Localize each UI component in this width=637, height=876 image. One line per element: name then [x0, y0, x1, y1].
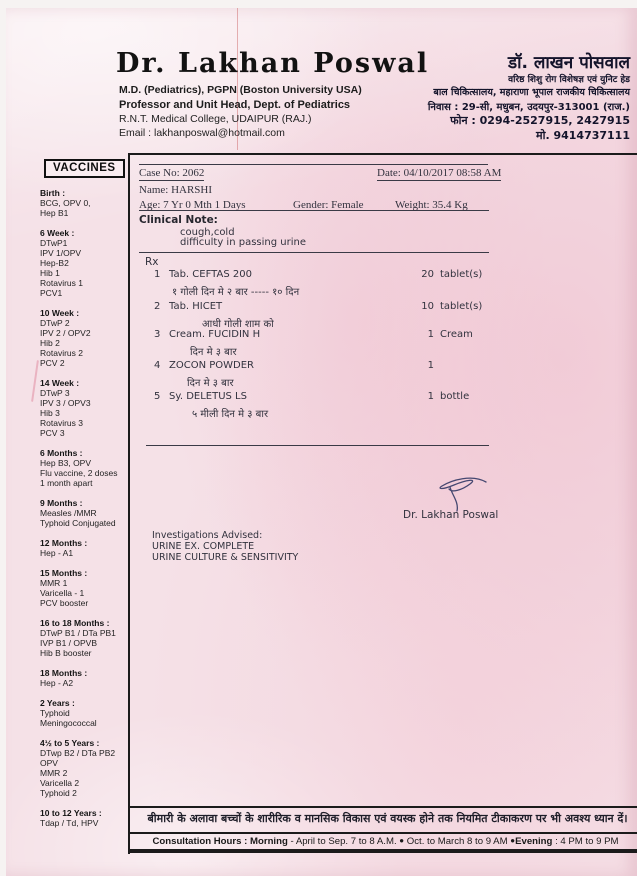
evening-label: Evening	[515, 836, 553, 847]
clinical-note-line: cough,cold	[180, 227, 235, 238]
consultation-hours-label: Consultation Hours :	[152, 836, 250, 847]
rx-item-number: 4	[154, 360, 161, 371]
visit-date: Date: 04/10/2017 08:58 AM	[377, 167, 502, 179]
vaccine-group-18-months: 18 Months : Hep - A2	[40, 668, 88, 688]
doctor-name-english: Dr. Lakhan Poswal	[116, 48, 430, 79]
vaccines-title-box: VACCINES	[44, 159, 125, 178]
rx-item-row	[6, 391, 637, 423]
rx-quantity-unit: tablet(s)	[440, 301, 483, 312]
rx-item-row	[6, 360, 637, 392]
clinical-note-label: Clinical Note:	[139, 214, 218, 226]
patient-name: Name: HARSHI	[139, 184, 213, 196]
rx-item-number: 1	[154, 269, 161, 280]
rx-quantity-unit: tablet(s)	[440, 269, 483, 280]
doctor-email: Email : lakhanposwal@hotmail.com	[119, 127, 285, 139]
footer-bottom-line	[130, 849, 637, 853]
investigation-item: URINE CULTURE & SENSITIVITY	[152, 552, 299, 563]
evening-times: : 4 PM to 9 PM	[552, 836, 619, 847]
vaccine-group-14-week: 14 Week : DTwP 3 IPV 3 / OPV3 Hib 3 Rotavirus 3 PCV 3	[40, 378, 91, 438]
footer-hindi-note: बीमारी के अलावा बच्चों के शारीरिक व मानसिक विकास एवं वयस्क होने तक नियमित टीकाकरण पर भी अवश्य ध्यान दें।	[147, 812, 628, 825]
vaccine-group-10-12-years: 10 to 12 Years : Tdap / Td, HPV	[40, 808, 102, 828]
residence-address-hindi: निवास : 29-सी, मधुबन, उदयपुर-313001 (राज.)	[427, 102, 630, 113]
case-number: Case No: 2062	[139, 167, 205, 179]
patient-age: Age: 7 Yr 0 Mth 1 Days	[139, 199, 246, 211]
bullet-icon: ●	[510, 836, 516, 845]
patient-weight: Weight: 35.4 Kg	[395, 199, 468, 211]
vaccine-group-2-years: 2 Years : Typhoid Meningococcal	[40, 698, 97, 728]
vaccine-group-16-18-months: 16 to 18 Months : DTwP B1 / DTa PB1 IVP B1 / OPVB Hib B booster	[40, 618, 116, 658]
rx-drug-name: Sy. DELETUS LS	[169, 391, 247, 402]
rx-direction-hindi: ५ मीली दिन मे ३ बार	[192, 409, 269, 420]
vaccine-group-12-months: 12 Months : Hep - A1	[40, 538, 88, 558]
footer-middle-line	[130, 832, 637, 834]
vaccine-group-15-months: 15 Months : MMR 1 Varicella - 1 PCV booster	[40, 568, 89, 608]
top-border-line	[128, 153, 637, 155]
rx-quantity: 20	[421, 269, 434, 280]
investigation-item: URINE EX. COMPLETE	[152, 541, 255, 552]
doctor-qualification: M.D. (Pediatrics), PGPN (Boston University USA)	[119, 84, 362, 96]
signature-name: Dr. Lakhan Poswal	[403, 509, 499, 521]
rx-direction-hindi: दिन मे ३ बार	[190, 347, 237, 358]
patient-gender: Gender: Female	[293, 199, 364, 211]
consultation-hours	[133, 836, 637, 847]
mobile-number-hindi: मो. 9414737111	[536, 129, 630, 142]
rx-quantity-unit: bottle	[440, 391, 470, 402]
rule-below-clinical-note	[139, 252, 489, 253]
rx-quantity: 10	[421, 301, 434, 312]
rx-quantity: 1	[427, 391, 434, 402]
vaccine-group-6-week: 6 Week : DTwP1 IPV 1/OPV Hep-B2 Hib 1 Rotavirus 1 PCV1	[40, 228, 83, 298]
rule-below-rx-list	[146, 445, 489, 446]
doctor-name-hindi: डॉ. लाखन पोसवाल	[508, 53, 630, 73]
rx-drug-name: Cream. FUCIDIN H	[169, 329, 261, 340]
phone-numbers-hindi: फोन : 0294-2527915, 2427915	[450, 114, 630, 127]
oct-march-times: Oct. to March 8 to 9 AM	[404, 836, 511, 847]
bullet-icon: ●	[399, 836, 405, 845]
doctor-designation-hindi: वरिष्ठ शिशु रोग विशेषज्ञ एवं युनिट हेड	[508, 75, 630, 85]
vaccine-group-6-months: 6 Months : Hep B3, OPV Flu vaccine, 2 doses 1 month apart	[40, 448, 118, 488]
rx-item-row	[6, 329, 637, 361]
vaccine-group-4half-5-years: 4½ to 5 Years : DTwp B2 / DTa PB2 OPV MMR 2 Varicella 2 Typhoid 2	[40, 738, 116, 798]
rule-above-case-row	[139, 164, 488, 165]
doctor-position: Professor and Unit Head, Dept. of Pediatrics	[119, 99, 351, 111]
morning-times: - April to Sep. 7 to 8 A.M.	[287, 836, 400, 847]
investigations-label: Investigations Advised:	[152, 530, 263, 541]
rx-item-number: 5	[154, 391, 161, 402]
rx-direction-hindi: १ गोली दिन मे २ बार ----- १० दिन	[172, 287, 300, 298]
vaccine-group-10-week: 10 Week : DTwP 2 IPV 2 / OPV2 Hib 2 Rotavirus 2 PCV 2	[40, 308, 91, 368]
rx-quantity: 1	[427, 360, 434, 371]
hospital-hindi: बाल चिकित्सालय, महाराणा भूपाल राजकीय चिकित्सालय	[433, 87, 630, 98]
rx-item-number: 2	[154, 301, 161, 312]
doctor-college: R.N.T. Medical College, UDAIPUR (RAJ.)	[119, 113, 312, 125]
rx-direction-hindi: दिन मे ३ बार	[187, 378, 234, 389]
morning-label: Morning	[249, 836, 288, 847]
rx-item-number: 3	[154, 329, 161, 340]
rx-quantity-unit: Cream	[440, 329, 473, 340]
rx-quantity: 1	[427, 329, 434, 340]
rx-drug-name: Tab. CEFTAS 200	[169, 269, 252, 280]
rx-drug-name: ZOCON POWDER	[169, 360, 254, 371]
rx-direction-hindi: आधी गोली शाम को	[202, 319, 274, 330]
rx-drug-name: Tab. HICET	[169, 301, 223, 312]
vaccine-group-9-months: 9 Months : Measles /MMR Typhoid Conjugated	[40, 498, 116, 528]
rx-label: Rx	[145, 256, 159, 268]
vaccine-group-birth: Birth : BCG, OPV 0, Hep B1	[40, 188, 91, 218]
doctor-signature-scribble	[412, 472, 502, 512]
rx-item-row	[6, 269, 637, 301]
clinical-note-line: difficulty in passing urine	[180, 237, 306, 248]
vaccine-schedule-sidebar	[36, 158, 130, 828]
paper-background	[6, 8, 637, 876]
footer-top-line	[130, 806, 637, 808]
